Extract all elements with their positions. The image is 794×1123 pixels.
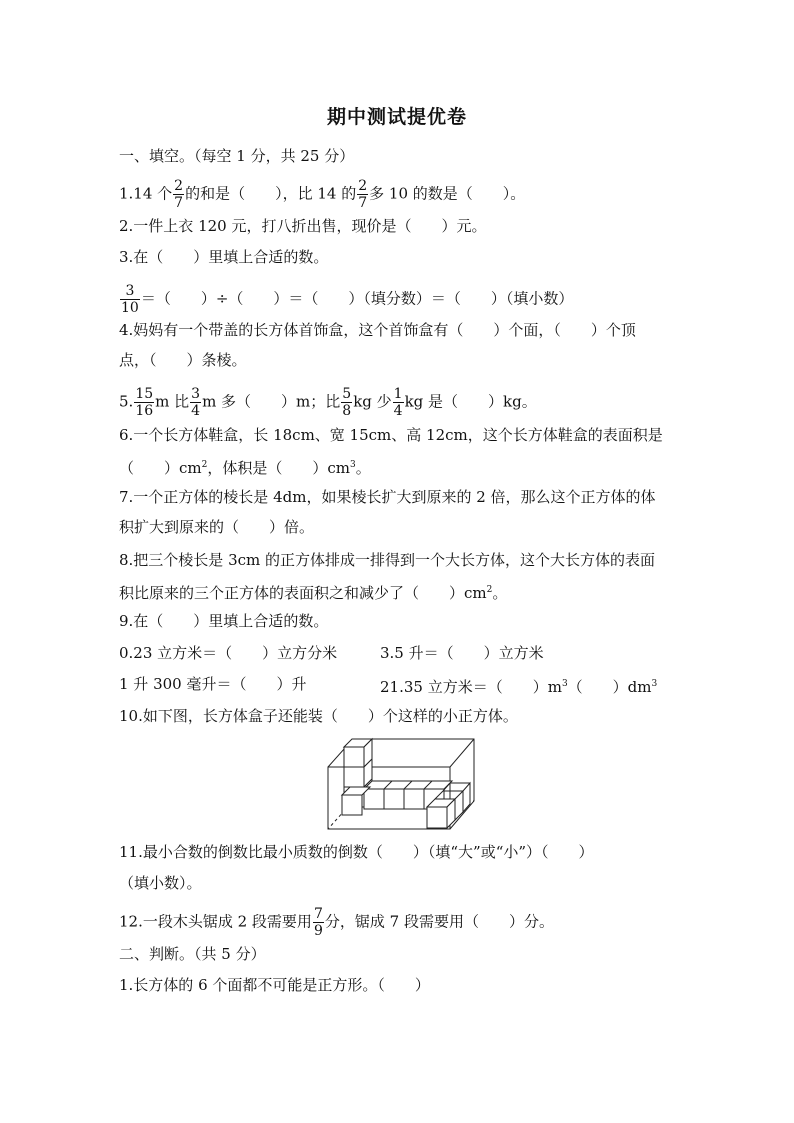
fraction: $\frac{3}{4}$: [191, 386, 201, 419]
fraction: $\frac{2}{7}$: [358, 178, 368, 211]
question-6-line1: 6.一个长方体鞋盒，长 18cm、宽 15cm、高 12cm，这个长方体鞋盒的表面积是: [119, 426, 663, 444]
question-7-line1: 7.一个正方体的棱长是 4dm，如果棱长扩大到原来的 2 倍，那么这个正方体的体: [119, 488, 656, 506]
question-9-row1a: 0.23 立方米＝（ ）立方分米: [119, 644, 338, 662]
question-8-line1: 8.把三个棱长是 3cm 的正方体排成一排得到一个大长方体，这个大长方体的表面: [119, 551, 656, 569]
question-1: 1.14 个 $\frac{2}{7}$ 的和是（ ），比 14 的 $\frac{2}{7}$ 多 10 的数是（ ）。: [119, 178, 526, 211]
page-title: 期中测试提优卷: [326, 106, 467, 128]
question-9-row2b: 21.35 立方米＝（ ）$m^3$（ ）$dm^3$: [380, 678, 658, 696]
question-4-line1: 4.妈妈有一个带盖的长方体首饰盒，这个首饰盒有（ ）个面，（ ）个顶: [119, 321, 636, 339]
fraction: $\frac{2}{7}$: [174, 178, 184, 211]
question-3-instruction: 3.在（ ）里填上合适的数。: [119, 248, 329, 266]
question-8-line2: 积比原来的三个正方体的表面积之和减少了（ ）$cm^2$。: [119, 584, 508, 602]
question-12: 12.一段木头锯成 2 段需要用 $\frac{7}{9}$ 分，锯成 7 段需要用（ ）分。: [119, 906, 554, 939]
question-9-row1b: 3.5 升＝（ ）立方米: [380, 644, 544, 662]
question-9-row2a: 1 升 300 毫升＝（ ）升: [119, 675, 307, 693]
question-10: 10.如下图，长方体盒子还能装（ ）个这样的小正方体。: [119, 707, 518, 725]
question-2: 2.一件上衣 120 元，打八折出售，现价是（ ）元。: [119, 217, 487, 235]
question-6-line2: （ ）$cm^2$，体积是（ ）$cm^3$。: [119, 459, 371, 477]
question-11-line2: （填小数）。: [119, 874, 202, 892]
question-3-equation: $\frac{3}{10}$ ＝（ ）÷（ ）＝（ ）（填分数）＝（ ）（填小数）: [121, 283, 574, 316]
judgment-1: 1.长方体的 6 个面都不可能是正方形。（ ）: [119, 976, 430, 994]
question-5: 5. $\frac{15}{16}$ m 比 $\frac{3}{4}$ m 多（ ）m；比 $\frac{5}{8}$ kg 少 $\frac{1}{4}$ kg 是（ ）kg。: [119, 386, 537, 419]
question-7-line2: 积扩大到原来的（ ）倍。: [119, 518, 315, 536]
section-heading-judgment: 二、判断。（共 5 分）: [119, 945, 266, 963]
fraction: $\frac{1}{4}$: [393, 386, 403, 419]
fraction: $\frac{3}{10}$: [121, 283, 139, 316]
question-9-instruction: 9.在（ ）里填上合适的数。: [119, 612, 329, 630]
cuboid-box-figure: [327, 737, 475, 830]
fraction: $\frac{15}{16}$: [135, 386, 154, 419]
question-4-line2: 点，（ ）条棱。: [119, 351, 247, 369]
fraction: $\frac{7}{9}$: [313, 906, 323, 939]
section-heading-fill-blank: 一、填空。（每空 1 分，共 25 分）: [119, 147, 355, 165]
question-11-line1: 11.最小合数的倒数比最小质数的倒数（ ）（填“大”或“小”）（ ）: [119, 843, 594, 861]
fraction: $\frac{5}{8}$: [342, 386, 352, 419]
